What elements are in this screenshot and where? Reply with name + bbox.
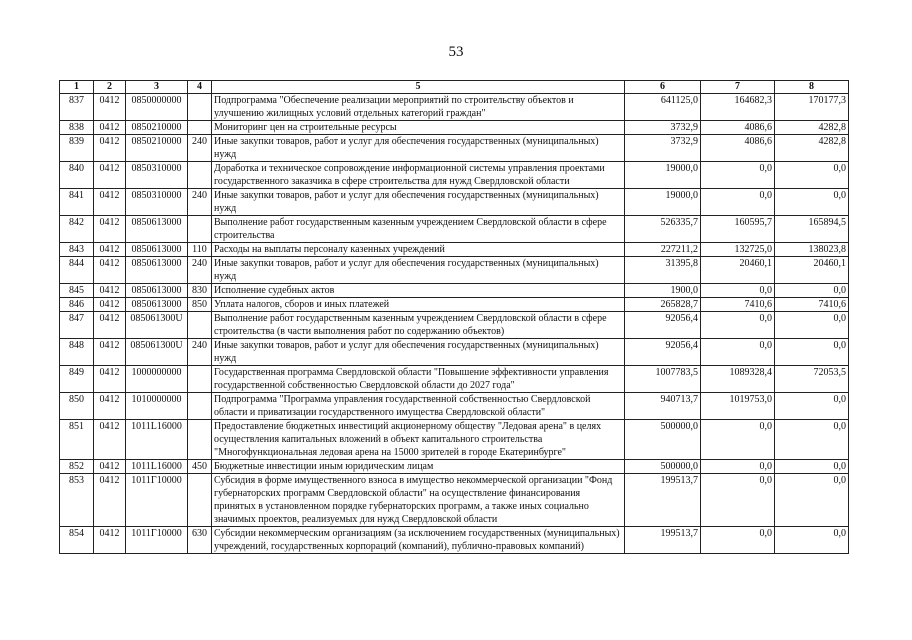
- amount-col7: 0,0: [701, 162, 775, 189]
- amount-col8: 0,0: [775, 420, 849, 460]
- amount-col6: 31395,8: [625, 257, 701, 284]
- table-row: [60, 339, 849, 366]
- amount-col7: 0,0: [701, 460, 775, 474]
- item-name: Субсидия в форме имущественного взноса в имущество некоммерческой организации "Фонд губернаторских программ Свердловской области" на осуществление финансирования принятых в установленном порядке губернаторских программ, а также иных социально значимых проектов, реализуемых для нужд Свердловской области: [212, 474, 625, 527]
- table-row: [60, 298, 849, 312]
- target-code: 1000000000: [126, 366, 188, 393]
- amount-col8: 0,0: [775, 189, 849, 216]
- header-row: [60, 81, 849, 94]
- table-row: [60, 216, 849, 243]
- amount-col7: 4086,6: [701, 121, 775, 135]
- row-number: 851: [60, 420, 94, 460]
- row-number: 837: [60, 94, 94, 121]
- section-code: 0412: [94, 189, 126, 216]
- section-code: 0412: [94, 216, 126, 243]
- section-code: 0412: [94, 121, 126, 135]
- table-row: [60, 162, 849, 189]
- amount-col7: 1089328,4: [701, 366, 775, 393]
- amount-col8: 0,0: [775, 460, 849, 474]
- amount-col7: 7410,6: [701, 298, 775, 312]
- amount-col7: 0,0: [701, 527, 775, 554]
- item-name: Предоставление бюджетных инвестиций акционерному обществу "Ледовая арена" в целях осуществления капитальных вложений в объект капитального строительства "Многофункциональная ледовая арена на 15000 зрителей в городе Екатеринбурге": [212, 420, 625, 460]
- row-number: 853: [60, 474, 94, 527]
- amount-col8: 0,0: [775, 393, 849, 420]
- target-code: 0850613000: [126, 257, 188, 284]
- item-name: Подпрограмма "Программа управления государственной собственностью Свердловской области и приватизации государственного имущества Свердловской области": [212, 393, 625, 420]
- amount-col8: 0,0: [775, 312, 849, 339]
- expense-type: [188, 420, 212, 460]
- section-code: 0412: [94, 312, 126, 339]
- section-code: 0412: [94, 393, 126, 420]
- section-code: 0412: [94, 366, 126, 393]
- amount-col7: 0,0: [701, 339, 775, 366]
- amount-col7: 164682,3: [701, 94, 775, 121]
- column-header-6: 6: [625, 81, 701, 94]
- expense-type: 850: [188, 298, 212, 312]
- table-row: [60, 257, 849, 284]
- expense-type: 240: [188, 257, 212, 284]
- table-row: [60, 284, 849, 298]
- target-code: 085061300U: [126, 312, 188, 339]
- amount-col7: 132725,0: [701, 243, 775, 257]
- section-code: 0412: [94, 420, 126, 460]
- amount-col8: 0,0: [775, 339, 849, 366]
- expense-type: [188, 94, 212, 121]
- item-name: Расходы на выплаты персоналу казенных учреждений: [212, 243, 625, 257]
- expense-type: [188, 216, 212, 243]
- amount-col8: 4282,8: [775, 135, 849, 162]
- table-row: [60, 420, 849, 460]
- table-row: [60, 135, 849, 162]
- expense-type: [188, 162, 212, 189]
- item-name: Исполнение судебных актов: [212, 284, 625, 298]
- expense-type: 240: [188, 339, 212, 366]
- amount-col6: 227211,2: [625, 243, 701, 257]
- row-number: 841: [60, 189, 94, 216]
- table-row: [60, 366, 849, 393]
- amount-col7: 0,0: [701, 189, 775, 216]
- amount-col8: 72053,5: [775, 366, 849, 393]
- amount-col6: 641125,0: [625, 94, 701, 121]
- row-number: 839: [60, 135, 94, 162]
- amount-col7: 160595,7: [701, 216, 775, 243]
- section-code: 0412: [94, 243, 126, 257]
- table-row: [60, 121, 849, 135]
- column-header-7: 7: [701, 81, 775, 94]
- amount-col8: 170177,3: [775, 94, 849, 121]
- target-code: 1010000000: [126, 393, 188, 420]
- expense-type: [188, 393, 212, 420]
- amount-col6: 19000,0: [625, 162, 701, 189]
- target-code: 0850210000: [126, 135, 188, 162]
- row-number: 847: [60, 312, 94, 339]
- amount-col7: 4086,6: [701, 135, 775, 162]
- amount-col8: 0,0: [775, 284, 849, 298]
- item-name: Доработка и техническое сопровождение информационной системы управления проектами государственного заказчика в сфере строительства для нужд Свердловской области: [212, 162, 625, 189]
- column-header-8: 8: [775, 81, 849, 94]
- column-header-5: 5: [212, 81, 625, 94]
- target-code: 1011Г10000: [126, 527, 188, 554]
- expense-type: [188, 474, 212, 527]
- expense-type: 240: [188, 189, 212, 216]
- expense-type: [188, 312, 212, 339]
- section-code: 0412: [94, 527, 126, 554]
- amount-col7: 20460,1: [701, 257, 775, 284]
- expense-type: [188, 366, 212, 393]
- item-name: Государственная программа Свердловской области "Повышение эффективности управления государственной собственностью Свердловской области до 2027 года": [212, 366, 625, 393]
- amount-col6: 19000,0: [625, 189, 701, 216]
- amount-col6: 199513,7: [625, 474, 701, 527]
- row-number: 842: [60, 216, 94, 243]
- target-code: 0850000000: [126, 94, 188, 121]
- amount-col6: 1900,0: [625, 284, 701, 298]
- target-code: 1011L16000: [126, 460, 188, 474]
- section-code: 0412: [94, 460, 126, 474]
- expense-type: 630: [188, 527, 212, 554]
- amount-col6: 3732,9: [625, 121, 701, 135]
- item-name: Выполнение работ государственным казенным учреждением Свердловской области в сфере строительства: [212, 216, 625, 243]
- target-code: 1011Г10000: [126, 474, 188, 527]
- amount-col8: 4282,8: [775, 121, 849, 135]
- row-number: 848: [60, 339, 94, 366]
- table-row: [60, 94, 849, 121]
- amount-col6: 92056,4: [625, 339, 701, 366]
- amount-col7: 1019753,0: [701, 393, 775, 420]
- item-name: Иные закупки товаров, работ и услуг для обеспечения государственных (муниципальных) нужд: [212, 135, 625, 162]
- table-row: [60, 474, 849, 527]
- amount-col7: 0,0: [701, 284, 775, 298]
- column-header-3: 3: [126, 81, 188, 94]
- target-code: 0850613000: [126, 298, 188, 312]
- target-code: 0850613000: [126, 284, 188, 298]
- amount-col8: 0,0: [775, 474, 849, 527]
- row-number: 840: [60, 162, 94, 189]
- amount-col8: 0,0: [775, 162, 849, 189]
- amount-col6: 526335,7: [625, 216, 701, 243]
- amount-col6: 92056,4: [625, 312, 701, 339]
- amount-col8: 138023,8: [775, 243, 849, 257]
- amount-col6: 1007783,5: [625, 366, 701, 393]
- item-name: Выполнение работ государственным казенным учреждением Свердловской области в сфере строительства (в части выполнения работ по содержанию объектов): [212, 312, 625, 339]
- target-code: 0850613000: [126, 243, 188, 257]
- row-number: 843: [60, 243, 94, 257]
- page-number: 53: [448, 44, 464, 60]
- table-row: [60, 527, 849, 554]
- item-name: Мониторинг цен на строительные ресурсы: [212, 121, 625, 135]
- table-row: [60, 189, 849, 216]
- amount-col6: 265828,7: [625, 298, 701, 312]
- amount-col8: 7410,6: [775, 298, 849, 312]
- amount-col8: 0,0: [775, 527, 849, 554]
- amount-col6: 500000,0: [625, 420, 701, 460]
- section-code: 0412: [94, 474, 126, 527]
- row-number: 838: [60, 121, 94, 135]
- amount-col6: 500000,0: [625, 460, 701, 474]
- expense-type: 240: [188, 135, 212, 162]
- amount-col6: 3732,9: [625, 135, 701, 162]
- section-code: 0412: [94, 135, 126, 162]
- section-code: 0412: [94, 339, 126, 366]
- target-code: 0850210000: [126, 121, 188, 135]
- item-name: Иные закупки товаров, работ и услуг для обеспечения государственных (муниципальных) нужд: [212, 257, 625, 284]
- table-row: [60, 243, 849, 257]
- table-row: [60, 312, 849, 339]
- target-code: 0850613000: [126, 216, 188, 243]
- target-code: 0850310000: [126, 189, 188, 216]
- item-name: Уплата налогов, сборов и иных платежей: [212, 298, 625, 312]
- item-name: Иные закупки товаров, работ и услуг для обеспечения государственных (муниципальных) нужд: [212, 339, 625, 366]
- target-code: 085061300U: [126, 339, 188, 366]
- table-row: [60, 460, 849, 474]
- row-number: 852: [60, 460, 94, 474]
- amount-col6: 199513,7: [625, 527, 701, 554]
- budget-table: [59, 80, 849, 554]
- amount-col7: 0,0: [701, 474, 775, 527]
- column-header-4: 4: [188, 81, 212, 94]
- expense-type: [188, 121, 212, 135]
- row-number: 849: [60, 366, 94, 393]
- expense-type: 110: [188, 243, 212, 257]
- section-code: 0412: [94, 94, 126, 121]
- section-code: 0412: [94, 162, 126, 189]
- item-name: Иные закупки товаров, работ и услуг для обеспечения государственных (муниципальных) нужд: [212, 189, 625, 216]
- table-row: [60, 393, 849, 420]
- expense-type: 830: [188, 284, 212, 298]
- section-code: 0412: [94, 298, 126, 312]
- section-code: 0412: [94, 257, 126, 284]
- item-name: Бюджетные инвестиции иным юридическим лицам: [212, 460, 625, 474]
- item-name: Субсидии некоммерческим организациям (за исключением государственных (муниципальных) учреждений, государственных корпораций (компаний), публично-правовых компаний): [212, 527, 625, 554]
- amount-col8: 20460,1: [775, 257, 849, 284]
- amount-col8: 165894,5: [775, 216, 849, 243]
- target-code: 0850310000: [126, 162, 188, 189]
- row-number: 850: [60, 393, 94, 420]
- amount-col7: 0,0: [701, 420, 775, 460]
- amount-col6: 940713,7: [625, 393, 701, 420]
- row-number: 845: [60, 284, 94, 298]
- target-code: 1011L16000: [126, 420, 188, 460]
- column-header-1: 1: [60, 81, 94, 94]
- column-header-2: 2: [94, 81, 126, 94]
- expense-type: 450: [188, 460, 212, 474]
- amount-col7: 0,0: [701, 312, 775, 339]
- row-number: 846: [60, 298, 94, 312]
- section-code: 0412: [94, 284, 126, 298]
- item-name: Подпрограмма "Обеспечение реализации мероприятий по строительству объектов и улучшению жилищных условий отдельных категорий граждан": [212, 94, 625, 121]
- row-number: 844: [60, 257, 94, 284]
- row-number: 854: [60, 527, 94, 554]
